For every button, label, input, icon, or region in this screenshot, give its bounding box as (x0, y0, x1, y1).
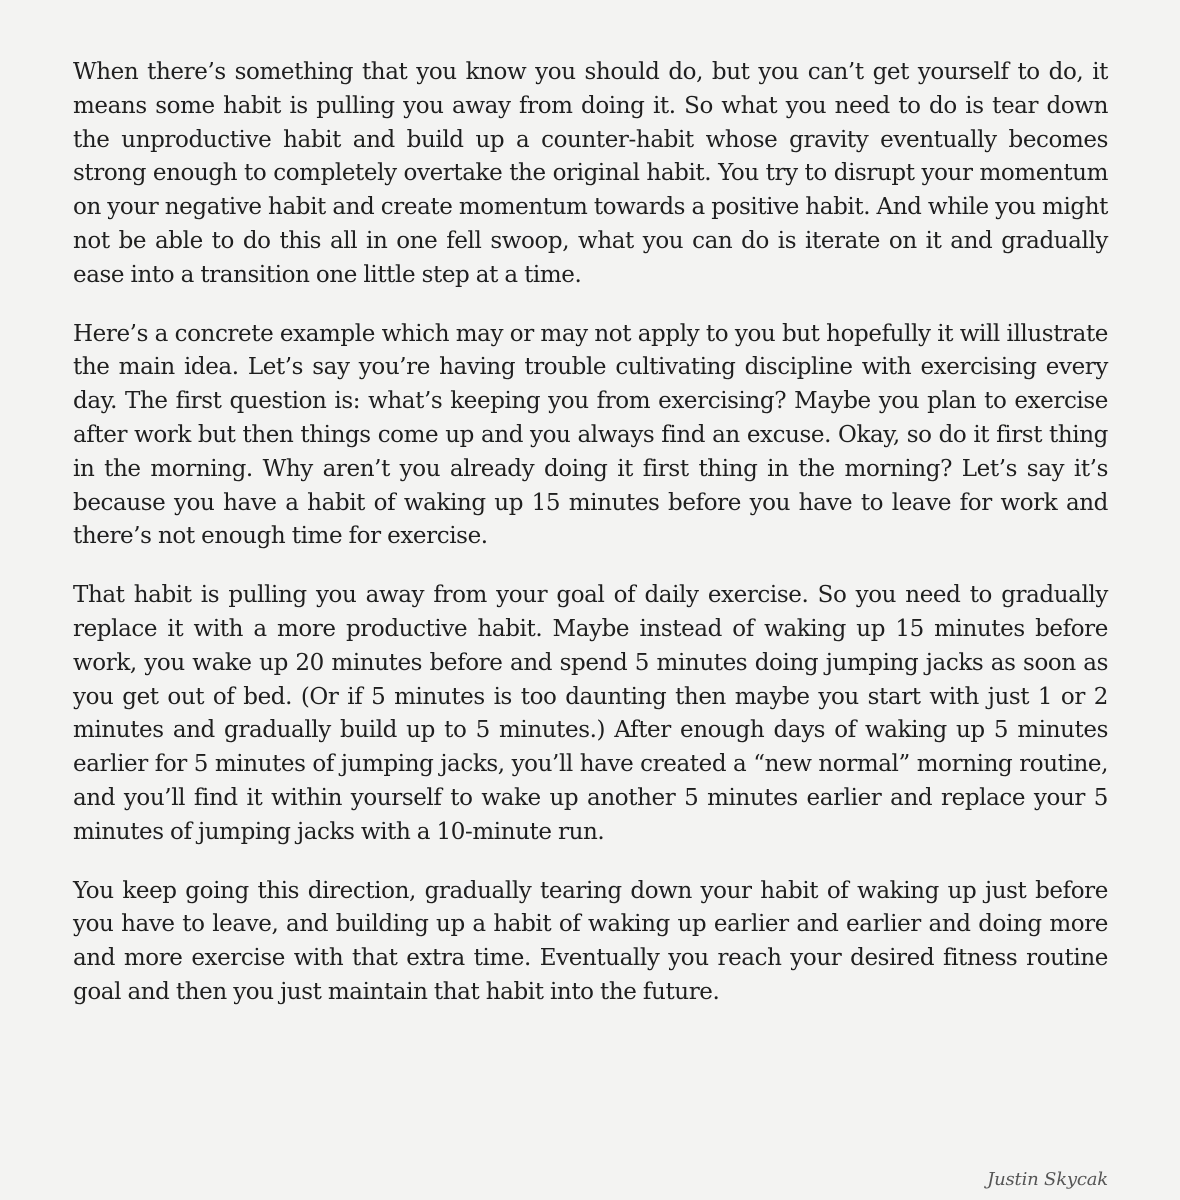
paragraph: That habit is pulling you away from your goal of daily exercise. So you need to gradually replace it with a more productive habit. Maybe instead of waking up 15 minutes before work, you wake up 20 minutes before and spend 5 minutes doing jumping jacks as soon as you get out of bed. (Or if 5 minutes is too daunting then maybe you start with just 1 or 2 minutes and gradually build up to 5 minutes.) After enough days of waking up 5 minutes earlier for 5 minutes of jumping jacks, you’ll have created a “new normal” morning routine, and you’ll find it within yourself to wake up another 5 minutes earlier and replace your 5 minutes of jumping jacks with a 10-minute run. (73, 582, 1108, 845)
paragraph: Here’s a concrete example which may or may not apply to you but hopefully it will illustrate the main idea. Let’s say you’re having trouble cultivating discipline with exercising every day. The first question is: what’s keeping you from exercising? Maybe you plan to exercise after work but then things come up and you always find an excuse. Okay, so do it first thing in the morning. Why aren’t you already doing it first thing in the morning? Let’s say it’s because you have a habit of waking up 15 minutes before you have to leave for work and there’s not enough time for exercise. (73, 320, 1108, 550)
author-signature: Justin Skycak (987, 1169, 1108, 1190)
paragraph: When there’s something that you know you should do, but you can’t get yourself to do, it means some habit is pulling you away from doing it. So what you need to do is tear down the unproductive habit and build up a counter-habit whose gravity eventually becomes strong enough to completely overtake the original habit. You try to disrupt your momentum on your negative habit and create momentum towards a positive habit. And while you might not be able to do this all in one fell swoop, what you can do is iterate on it and gradually ease into a transition one little step at a time. (73, 59, 1108, 288)
article-body (73, 56, 1108, 1035)
paragraph: You keep going this direction, gradually tearing down your habit of waking up just before you have to leave, and building up a habit of waking up earlier and earlier and doing more and more exercise with that extra time. Eventually you reach your desired fitness routine goal and then you just maintain that habit into the future. (73, 877, 1108, 1005)
